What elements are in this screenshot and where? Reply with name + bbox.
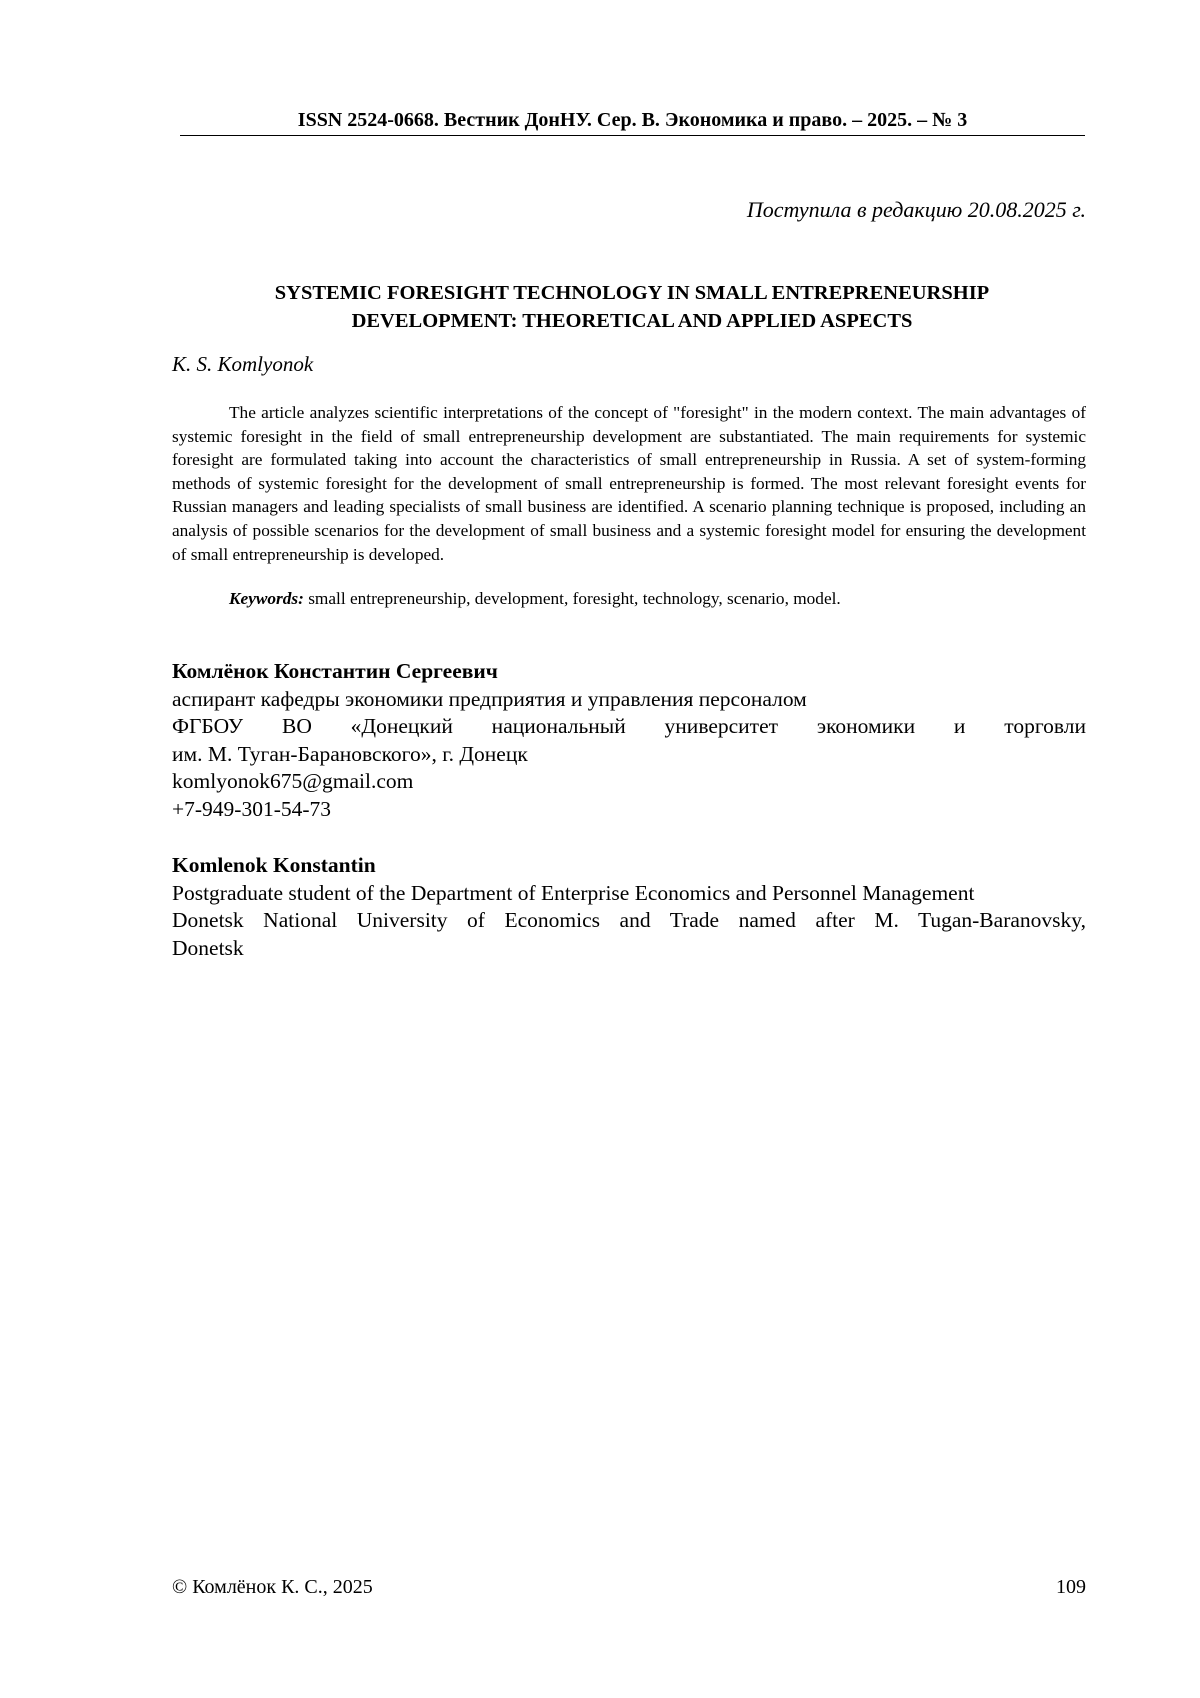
abstract bbox=[172, 401, 1086, 566]
author-email: komlyonok675@gmail.com bbox=[172, 769, 414, 793]
author-position-en: Postgraduate student of the Department of Enterprise Economics and Personnel Management bbox=[172, 880, 975, 905]
article-title-line-2: DEVELOPMENT: THEORETICAL AND APPLIED ASPECTS bbox=[351, 310, 913, 332]
article-title-line-1: SYSTEMIC FORESIGHT TECHNOLOGY IN SMALL ENTREPRENEURSHIP bbox=[274, 282, 990, 304]
keywords bbox=[172, 587, 1086, 611]
author-organization-ru-line-2: им. М. Туган-Барановского», г. Донецк bbox=[172, 741, 528, 766]
header-rule bbox=[180, 135, 1085, 136]
article-author: K. S. Komlyonok bbox=[172, 352, 314, 376]
abstract-text: The article analyzes scientific interpretations of the concept of "foresight" in the modern context. The main advantages of systemic foresight in the field of small entrepreneurship development are substantiated. The main requirements for systemic foresight are formulated taking into account the characteristics of small entrepreneurship in Russia. A set of system-forming methods of systemic foresight for the development of small entrepreneurship is formed. The most relevant foresight events for Russian managers and leading specialists of small business are identified. A scenario planning technique is proposed, including an analysis of possible scenarios for the development of small business and a systemic foresight model for ensuring the development of small entrepreneurship is developed. bbox=[172, 403, 1086, 564]
author-organization-ru-line-1: ФГБОУ ВО «Донецкий национальный университет экономики и торговли bbox=[172, 714, 1086, 738]
page-number: 109 bbox=[1056, 1576, 1086, 1598]
received-date: Поступила в редакцию 20.08.2025 г. bbox=[746, 197, 1086, 222]
author-name-ru: Комлёнок Константин Сергеевич bbox=[172, 659, 498, 683]
article-title bbox=[172, 279, 1092, 335]
author-name-en: Komlenok Konstantin bbox=[172, 853, 376, 877]
running-header: ISSN 2524-0668. Вестник ДонНУ. Сер. В. Экономика и право. – 2025. – № 3 bbox=[297, 109, 968, 131]
author-phone: +7-949-301-54-73 bbox=[172, 796, 332, 821]
author-organization-en-line-2: Donetsk bbox=[172, 935, 244, 960]
keywords-label: Keywords: bbox=[229, 589, 304, 608]
footer-copyright: © Комлёнок К. С., 2025 bbox=[172, 1576, 373, 1598]
keywords-text: small entrepreneurship, development, foresight, technology, scenario, model. bbox=[303, 589, 841, 608]
author-info-en bbox=[172, 852, 1086, 962]
author-organization-en-line-1: Donetsk National University of Economics and Trade named after M. Tugan-Baranovsky, bbox=[172, 908, 1086, 932]
author-position-ru: аспирант кафедры экономики предприятия и управления персоналом bbox=[172, 686, 807, 711]
author-info-ru bbox=[172, 658, 1086, 823]
